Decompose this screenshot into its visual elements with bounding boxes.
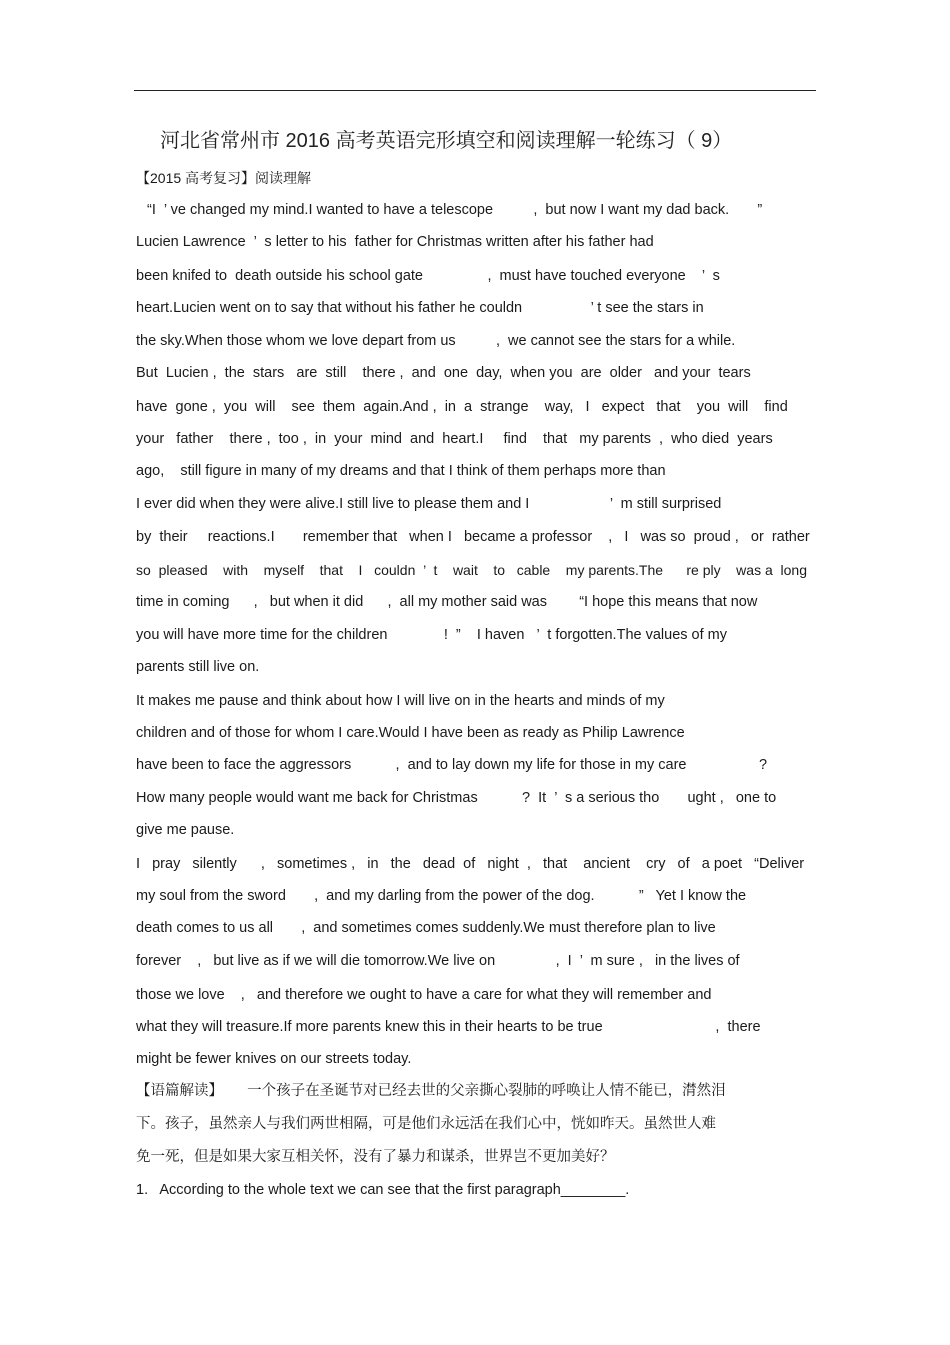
passage-line: death comes to us all , and sometimes comes suddenly.We must therefore plan to live — [136, 920, 716, 936]
passage-line: But Lucien , the stars are still there , and one day, when you are older and your tears — [136, 365, 751, 381]
passage-line: what they will treasure.If more parents knew this in their hearts to be true , there — [136, 1019, 761, 1035]
passage-line: might be fewer knives on our streets today. — [136, 1051, 412, 1067]
passage-line: so pleased with myself that I couldn ’ t wait to cable my parents.The re ply was a long — [136, 562, 807, 578]
passage-line: have gone , you will see them again.And , in a strange way, I expect that you will find — [136, 399, 788, 415]
passage-line: How many people would want me back for Christmas ? It ’ s a serious tho ught , one to — [136, 790, 777, 806]
passage-line: forever , but live as if we will die tomorrow.We live on , I ’ m sure , in the lives of — [136, 953, 740, 969]
passage-line: ago, still figure in many of my dreams and that I think of them perhaps more than — [136, 463, 666, 479]
passage-line: have been to face the aggressors , and to lay down my life for those in my care ? — [136, 757, 768, 773]
passage-line: by their reactions.I remember that when I became a professor , I was so proud , or rather — [136, 529, 810, 545]
passage-line: those we love , and therefore we ought to have a care for what they will remember and — [136, 987, 712, 1003]
passage-line: It makes me pause and think about how I will live on in the hearts and minds of my — [136, 693, 665, 709]
passage-line: 免一死，但是如果大家互相关怀，没有了暴力和谋杀，世界岂不更加美好？ — [136, 1149, 615, 1165]
passage-line: children and of those for whom I care.Would I have been as ready as Philip Lawrence — [136, 725, 685, 741]
question-1: 1. According to the whole text we can see that the first paragraph________. — [136, 1182, 630, 1198]
passage-line: my soul from the sword , and my darling from the power of the dog. ” Yet I know the — [136, 888, 747, 904]
passage-line: 【语篇解读】 一个孩子在圣诞节对已经去世的父亲撕心裂肺的呼唤让人情不能已，潸然泪 — [136, 1083, 726, 1099]
passage-line: heart.Lucien went on to say that without his father he couldn ’ t see the stars in — [136, 300, 704, 316]
passage-line: you will have more time for the children ! ” I haven ’ t forgotten.The values of my — [136, 627, 727, 643]
passage-line: give me pause. — [136, 822, 235, 838]
passage-line: 下。孩子，虽然亲人与我们两世相隔，可是他们永远活在我们心中，恍如昨天。虽然世人难 — [136, 1116, 716, 1132]
passage-line: time in coming , but when it did , all my mother said was “I hope this means that now — [136, 594, 758, 610]
passage-line: parents still live on. — [136, 659, 260, 675]
passage-line: I ever did when they were alive.I still live to please them and I ’ m still surprised — [136, 496, 722, 512]
passage-line: your father there , too , in your mind and heart.I find that my parents , who died years — [136, 431, 773, 447]
passage-line: the sky.When those whom we love depart from us , we cannot see the stars for a while. — [136, 333, 736, 349]
page-title: 河北省常州市 2016 高考英语完形填空和阅读理解一轮练习（ 9） — [160, 130, 733, 152]
passage-line: been knifed to death outside his school gate , must have touched everyone ’ s — [136, 268, 720, 284]
passage-line: Lucien Lawrence ’ s letter to his father for Christmas written after his father had — [136, 234, 654, 250]
passage-line: “I ’ ve changed my mind.I wanted to have a telescope , but now I want my dad back. ” — [147, 202, 763, 218]
header-rule — [134, 90, 816, 91]
passage-line: I pray silently , sometimes , in the dead of night , that ancient cry of a poet “Deliver — [136, 856, 805, 872]
section-label: 【2015 高考复习】阅读理解 — [136, 170, 312, 186]
